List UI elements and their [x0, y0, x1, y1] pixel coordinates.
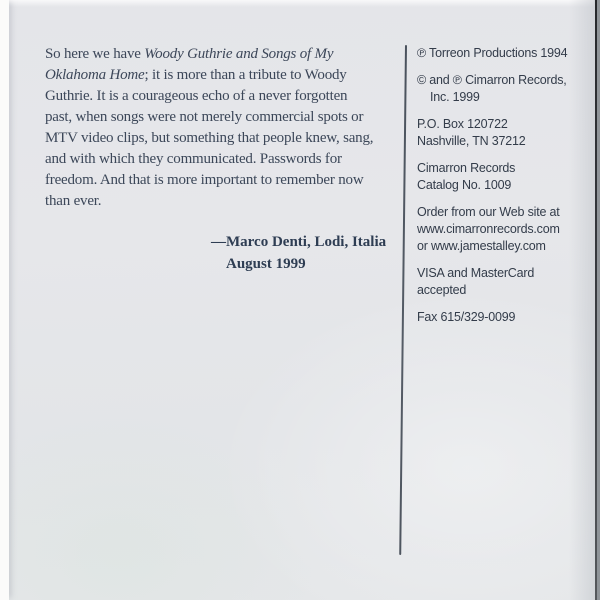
website-url: www.cimarronrecords.com: [417, 222, 560, 236]
copyright-line: Inc. 1999: [430, 90, 480, 104]
attribution-name: —Marco Denti, Lodi, Italia: [211, 234, 387, 250]
paragraph-line: [45, 44, 397, 65]
liner-notes-column: [45, 44, 397, 275]
paragraph-line: [45, 149, 397, 170]
paragraph-text: and with which they communicated. Passwords for: [45, 151, 342, 167]
order-line: Order from our Web site at: [417, 205, 560, 219]
phonogram-credit: ℗ Torreon Productions 1994: [417, 46, 568, 60]
phonogram-credit-block: [417, 45, 587, 62]
payment-line: VISA and MasterCard: [417, 266, 535, 280]
fax-block: [417, 309, 587, 326]
fax-number: Fax 615/329-0099: [417, 310, 516, 324]
paragraph-text: freedom. And that is more important to remember now: [45, 172, 364, 188]
paragraph-line: [45, 191, 397, 212]
paragraph-line: [45, 86, 397, 107]
catalog-line: Cimarron Records: [417, 161, 516, 175]
liner-notes-paragraph: [45, 44, 397, 212]
paragraph-line: [45, 128, 397, 149]
column-divider-line: [399, 45, 407, 555]
website-url: or www.jamestalley.com: [417, 239, 546, 253]
paragraph-text: Guthrie. It is a courageous echo of a never forgotten: [45, 88, 348, 104]
order-web-block: [417, 204, 587, 255]
album-title-italic: Woody Guthrie and Songs of My: [144, 46, 334, 62]
payment-line: accepted: [417, 283, 467, 297]
paragraph-text: than ever.: [45, 193, 102, 209]
catalog-line: Catalog No. 1009: [417, 178, 512, 192]
attribution: [211, 231, 397, 275]
paragraph-line: [45, 170, 397, 191]
copyright-block: [417, 72, 587, 106]
address-line: P.O. Box 120722: [417, 117, 508, 131]
paragraph-text: So here we have: [45, 46, 145, 62]
album-title-italic: Oklahoma Home: [45, 67, 145, 83]
paragraph-line: [45, 107, 397, 128]
address-block: [417, 116, 587, 150]
attribution-date: August 1999: [226, 256, 306, 272]
catalog-block: [417, 160, 587, 194]
paragraph-line: [45, 65, 397, 86]
copyright-line: © and ℗ Cimarron Records,: [417, 73, 567, 87]
publisher-info-column: [417, 45, 587, 336]
scan-edge-left: [0, 0, 9, 600]
payment-block: [417, 265, 587, 299]
address-line: Nashville, TN 37212: [417, 134, 526, 148]
paragraph-text: ; it is more than a tribute to Woody: [144, 67, 347, 83]
paragraph-text: MTV video clips, but something that people knew, sang,: [45, 130, 374, 146]
scan-edge-top: [8, 0, 594, 7]
paragraph-text: past, when songs were not merely commercial spots or: [45, 109, 364, 125]
